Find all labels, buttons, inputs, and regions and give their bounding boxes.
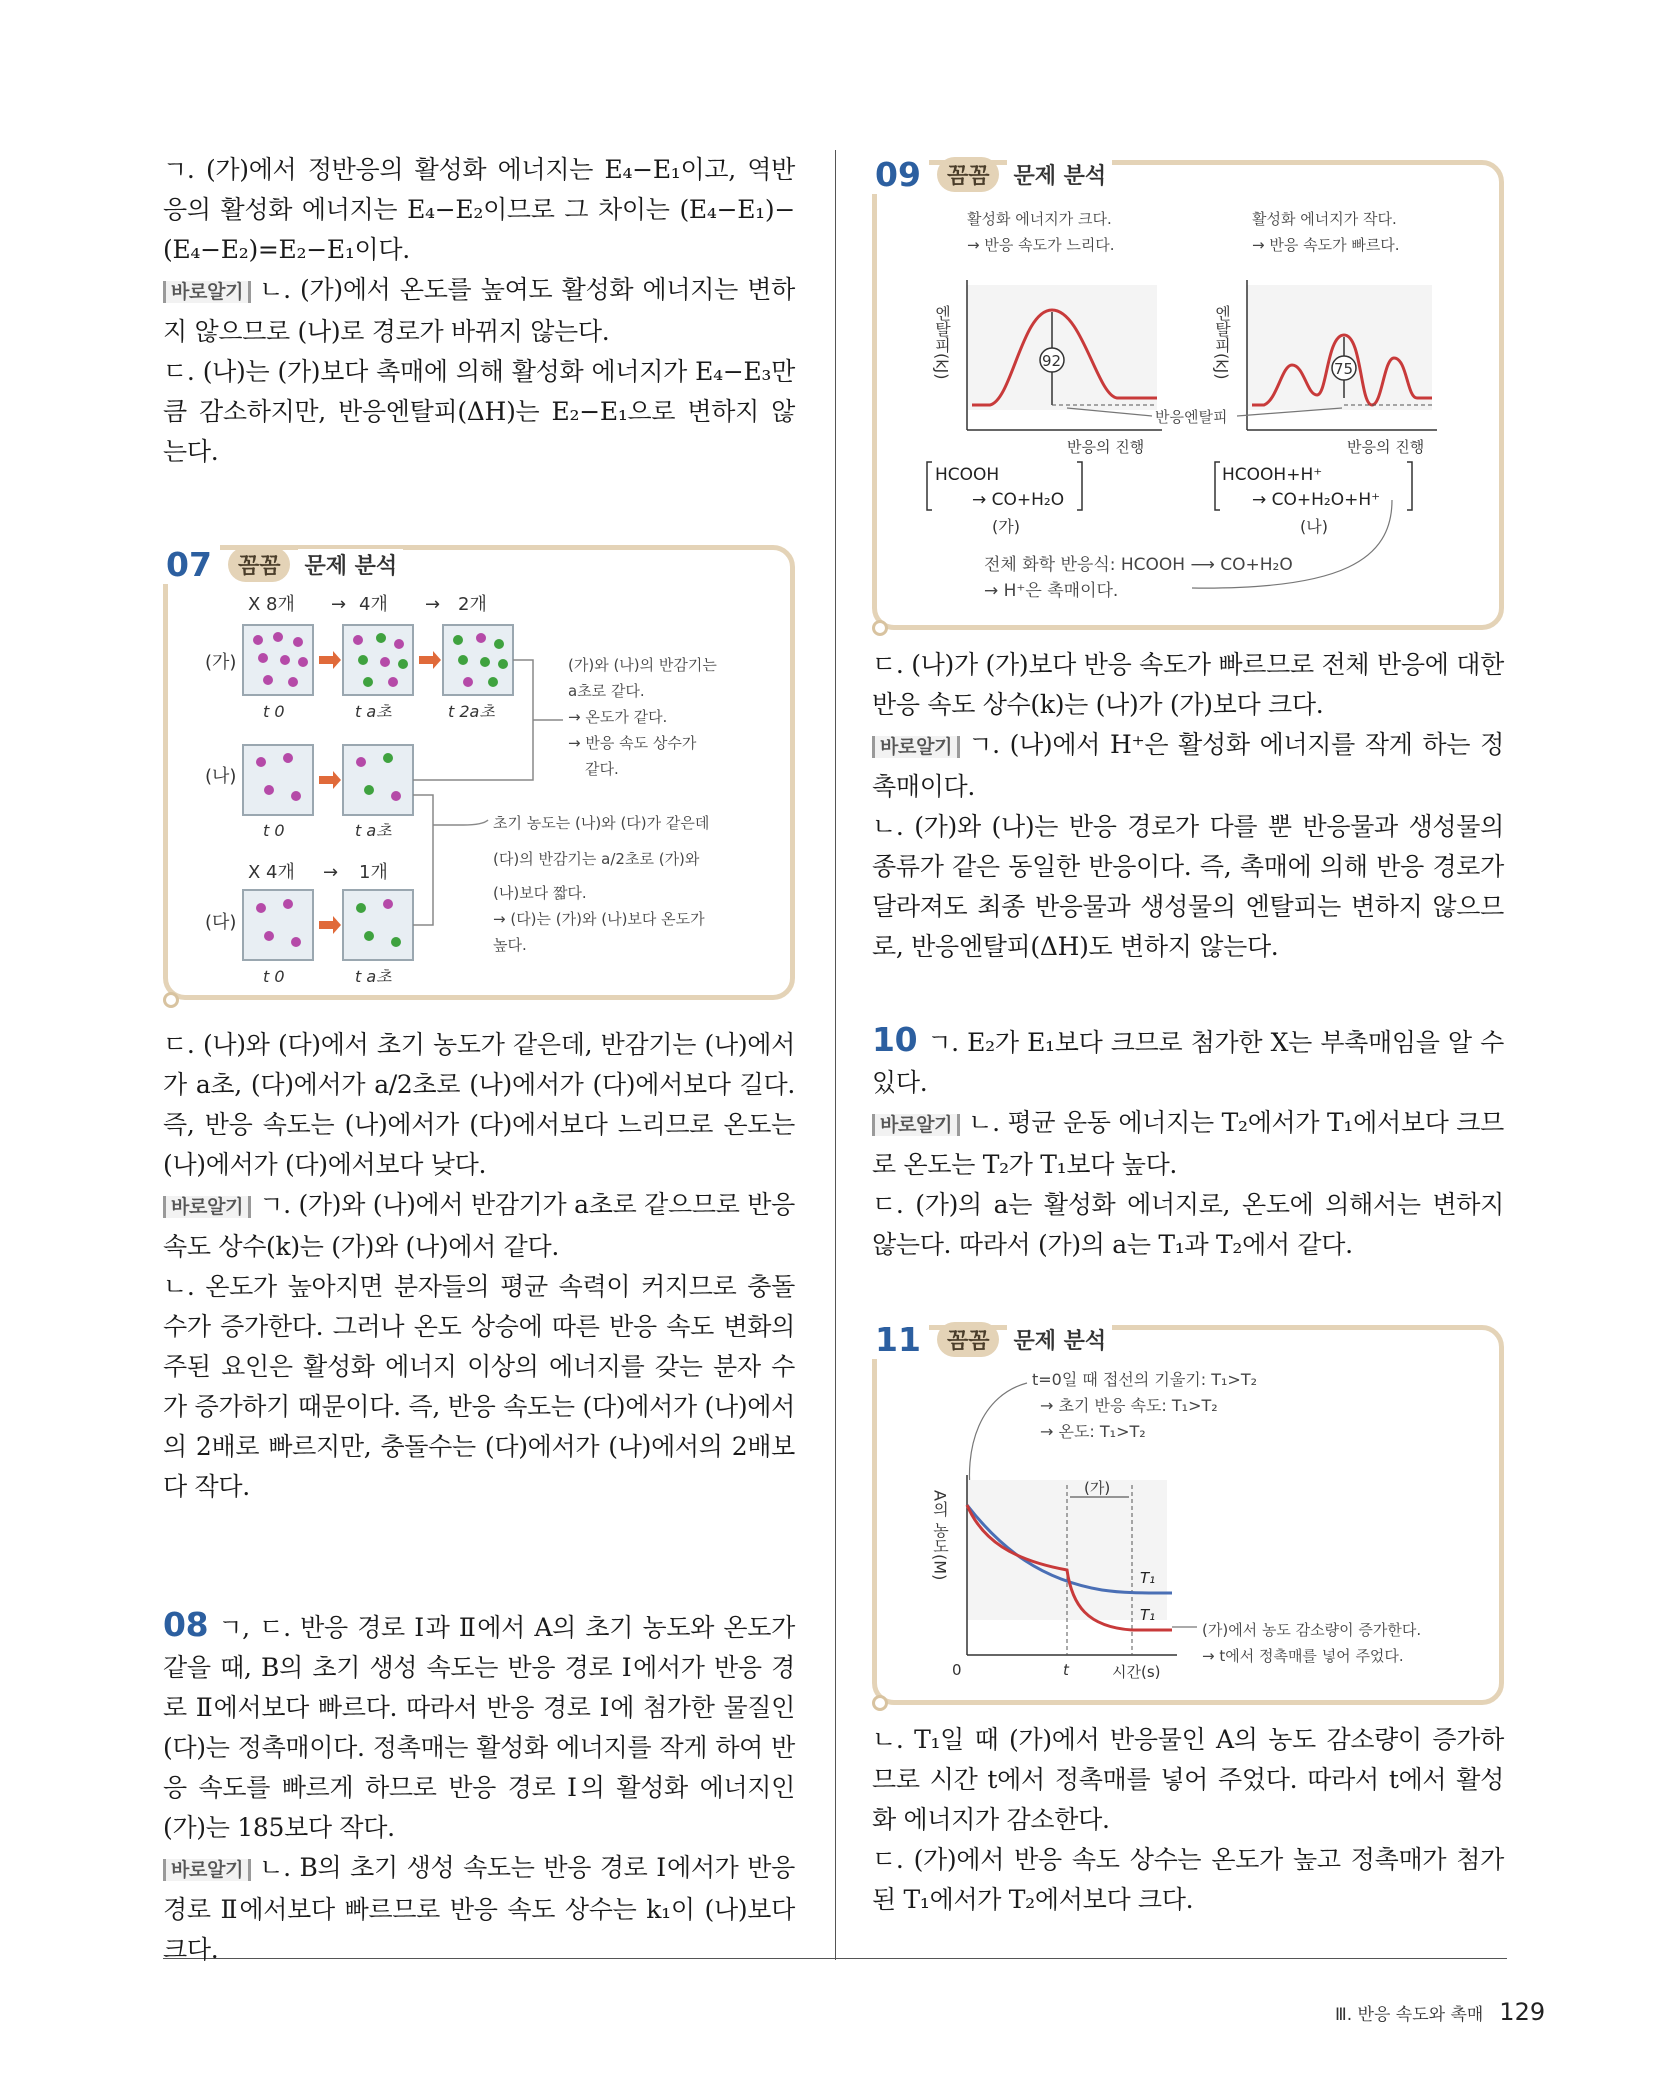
q09-rxn-right-2: → CO+H₂O+H⁺ — [1252, 490, 1381, 510]
q09-title: 문제 분석 — [1007, 159, 1112, 190]
q07-na-box2 — [343, 745, 413, 815]
correction-tag: 바로알기 — [163, 281, 251, 303]
correction-tag: 바로알기 — [163, 1859, 251, 1881]
q11-note-right — [1202, 1621, 1421, 1665]
q07-header — [158, 545, 403, 584]
q09-xlabel-right: 반응의 진행 — [1347, 438, 1425, 456]
q11-box-dot — [872, 1695, 888, 1711]
q10-text — [872, 1020, 1504, 1265]
left-p3: ㄷ. (나)는 (가)보다 촉매에 의해 활성화 에너지가 E₄−E₃만큼 감소하지만, 반응엔탈피(ΔH)는 E₂−E₁으로 변하지 않는다. — [163, 357, 795, 466]
q07-da-arrow — [319, 916, 341, 934]
q09-label-right: (나) — [1300, 517, 1328, 536]
q09-val-right: 75 — [1334, 360, 1354, 378]
q11-origin: 0 — [952, 1661, 962, 1679]
q07-note2 — [493, 814, 709, 954]
q11-t-tick: t — [1063, 1661, 1069, 1679]
q07-na-time2: t a초 — [355, 821, 392, 840]
after09-text — [872, 645, 1504, 967]
q11-xlabel: 시간(s) — [1112, 1663, 1161, 1681]
after07-text — [163, 1025, 795, 1507]
q09-diagram — [872, 200, 1504, 620]
q07-na-arrow — [319, 771, 341, 789]
q07-title: 문제 분석 — [298, 549, 403, 580]
q09-number: 09 — [867, 155, 929, 194]
q11-region: (가) — [1084, 1479, 1111, 1497]
correction-tag: 바로알기 — [872, 1114, 960, 1136]
q09-overall-2: → H⁺은 촉매이다. — [984, 581, 1119, 601]
q11-note-top — [1032, 1370, 1257, 1441]
q07-box-dot — [163, 992, 179, 1008]
q07-da-count2: 1개 — [359, 862, 388, 883]
q07-badge: 꼼꼼 — [228, 547, 291, 582]
q07-ga-time2: t a초 — [355, 702, 392, 721]
q09-rxn-left-2: → CO+H₂O — [972, 490, 1065, 510]
q09-rxn-right-1: HCOOH+H⁺ — [1222, 465, 1323, 485]
q09-graph-left-bg — [967, 285, 1157, 410]
q10-number: 10 — [872, 1020, 918, 1059]
svg-text:(가)와 (나)의 반감기는: (가)와 (나)의 반감기는 — [568, 656, 717, 674]
svg-text:(나)보다 짧다.: (나)보다 짧다. — [493, 884, 587, 902]
svg-text:→ (다)는 (가)와 (나)보다 온도가: → (다)는 (가)와 (나)보다 온도가 — [493, 910, 705, 928]
q07-connector-2 — [413, 795, 488, 925]
q07-number: 07 — [158, 545, 220, 584]
q07-row-ga: (가) — [205, 652, 237, 673]
svg-text:→ 반응 속도가 빠르다.: → 반응 속도가 빠르다. — [1252, 236, 1400, 254]
q09-enthalpy-note: 반응엔탈피 — [1155, 408, 1228, 426]
q07-da-count-arrow: → — [323, 862, 339, 883]
q11-diagram — [872, 1365, 1504, 1695]
svg-text:초기 농도는 (나)와 (다)가 같은데: 초기 농도는 (나)와 (다)가 같은데 — [493, 814, 710, 832]
q07-ga-time3: t 2a초 — [448, 702, 495, 721]
q10-p1: 10 ㄱ. E₂가 E₁보다 크므로 첨가한 X는 부촉매임을 알 수 있다. — [872, 1020, 1504, 1097]
after11-text — [872, 1720, 1504, 1920]
q09-header — [867, 155, 1112, 194]
svg-text:→ 온도: T₁>T₂: → 온도: T₁>T₂ — [1040, 1422, 1146, 1441]
q11-curve-label-2: T₁ — [1140, 1606, 1156, 1624]
left-intro-text — [163, 150, 795, 472]
svg-text:활성화 에너지가 작다.: 활성화 에너지가 작다. — [1252, 210, 1397, 228]
q11-badge: 꼼꼼 — [937, 1322, 1000, 1357]
q07-note1 — [568, 656, 717, 778]
after09-p2: 바로알기 ㄱ. (나)에서 H⁺은 활성화 에너지를 작게 하는 정촉매이다. — [872, 730, 1504, 801]
q09-badge: 꼼꼼 — [937, 157, 1000, 192]
q07-ga-time1: t 0 — [263, 702, 285, 721]
q07-na-time1: t 0 — [263, 821, 285, 840]
left-p2: 바로알기 ㄴ. (가)에서 온도를 높여도 활성화 에너지는 변하지 않으므로 (나)로 경로가 바뀌지 않는다. — [163, 275, 795, 346]
q07-row-na: (나) — [205, 766, 237, 787]
correction-tag: 바로알기 — [163, 1196, 251, 1218]
svg-text:→ t에서 정촉매를 넣어 주었다.: → t에서 정촉매를 넣어 주었다. — [1202, 1647, 1404, 1665]
q07-da-time1: t 0 — [263, 967, 285, 986]
svg-text:→ 반응 속도가 느리다.: → 반응 속도가 느리다. — [967, 236, 1115, 254]
q11-ylabel: A의 농도(M) — [930, 1490, 950, 1581]
q07-da-box2 — [343, 890, 413, 960]
q07-da-count1: X 4개 — [248, 862, 295, 883]
after09-p3: ㄴ. (가)와 (나)는 반응 경로가 다를 뿐 반응물과 생성물의 종류가 같은 동일한 반응이다. 즉, 촉매에 의해 반응 경로가 달라져도 최종 반응물과 생성물의 엔탈피는 변하지 않으므로, 반응엔탈피(ΔH)도 변하지 않는다. — [872, 812, 1504, 961]
q08-text — [163, 1605, 795, 1970]
svg-text:(다)의 반감기는 a/2초로 (가)와: (다)의 반감기는 a/2초로 (가)와 — [493, 850, 700, 868]
q07-na-box1 — [243, 745, 313, 815]
footer-chapter: Ⅲ. 반응 속도와 촉매 — [1335, 2005, 1484, 2025]
q07-row-da: (다) — [205, 912, 237, 933]
svg-text:(가)에서 농도 감소량이 증가한다.: (가)에서 농도 감소량이 증가한다. — [1202, 1621, 1422, 1639]
q07-ga-arrow2 — [419, 651, 441, 669]
q07-count-4: 4개 — [359, 594, 388, 615]
after07-p3: ㄴ. 온도가 높아지면 분자들의 평균 속력이 커지므로 충돌수가 증가한다. 그러나 온도 상승에 따른 반응 속도 변화의 주된 요인은 활성화 에너지 이상의 에너지를 갖는 분자 수가 증가하기 때문이다. 즉, 반응 속도는 (다)에서가 (나)에서의 2배로 빠르지만, 충돌수는 (다)에서가 (나)에서의 2배보다 작다. — [163, 1272, 795, 1501]
q07-da-time2: t a초 — [355, 967, 392, 986]
svg-text:같다.: 같다. — [585, 760, 619, 778]
q09-label-left: (가) — [992, 517, 1020, 536]
q07-count-arrow1: → — [331, 594, 347, 615]
svg-text:a초로 같다.: a초로 같다. — [568, 682, 645, 700]
correction-tag: 바로알기 — [872, 736, 960, 758]
q11-number: 11 — [867, 1320, 929, 1359]
q10-p3: ㄷ. (가)의 a는 활성화 에너지로, 온도에 의해서는 변하지 않는다. 따라서 (가)의 a는 T₁과 T₂에서 같다. — [872, 1190, 1504, 1259]
q09-rxn-left-1: HCOOH — [935, 465, 1000, 485]
q08-number: 08 — [163, 1605, 209, 1644]
q09-ylabel-left: 엔탈피(kJ) — [932, 305, 952, 380]
after07-p1: ㄷ. (나)와 (다)에서 초기 농도가 같은데, 반감기는 (나)에서가 a초, (다)에서가 a/2초로 (나)에서가 (다)에서보다 길다. 즉, 반응 속도는 (나)에서가 (다)에서보다 느리므로 온도는 (나)에서가 (다)에서보다 낮다. — [163, 1030, 795, 1179]
svg-text:활성화 에너지가 크다.: 활성화 에너지가 크다. — [967, 210, 1112, 228]
q07-count-8: X 8개 — [248, 594, 295, 615]
svg-text:높다.: 높다. — [493, 936, 527, 954]
q08-p2: 바로알기 ㄴ. B의 초기 생성 속도는 반응 경로 Ⅰ에서가 반응 경로 Ⅱ에서보다 빠르므로 반응 속도 상수는 k₁이 (나)보다 크다. — [163, 1853, 795, 1964]
svg-text:t=0일 때 접선의 기울기: T₁>T₂: t=0일 때 접선의 기울기: T₁>T₂ — [1032, 1370, 1258, 1389]
q10-p2: 바로알기 ㄴ. 평균 운동 에너지는 T₂에서가 T₁에서보다 크므로 온도는 T₂가 T₁보다 높다. — [872, 1108, 1504, 1179]
q09-note-right — [1252, 210, 1400, 254]
q07-count-arrow2: → — [425, 594, 441, 615]
q09-overall-1: 전체 화학 반응식: HCOOH ⟶ CO+H₂O — [984, 555, 1293, 575]
q07-da-box1 — [243, 890, 313, 960]
q07-diagram — [163, 590, 795, 990]
q08-p1: 08 ㄱ, ㄷ. 반응 경로 Ⅰ과 Ⅱ에서 A의 초기 농도와 온도가 같을 때, B의 초기 생성 속도는 반응 경로 Ⅰ에서가 반응 경로 Ⅱ에서보다 빠르다. 따라서 반응 경로 Ⅰ에 첨가한 물질인 (다)는 정촉매이다. 정촉매는 활성화 에너지를 작게 하여 반응 속도를 빠르게 하므로 반응 경로 Ⅰ의 활성화 에너지인 (가)는 185보다 작다. — [163, 1605, 795, 1842]
q11-header — [867, 1320, 1112, 1359]
after11-p2: ㄷ. (가)에서 반응 속도 상수는 온도가 높고 정촉매가 첨가된 T₁에서가 T₂에서보다 크다. — [872, 1845, 1504, 1914]
svg-text:→ 초기 반응 속도: T₁>T₂: → 초기 반응 속도: T₁>T₂ — [1040, 1396, 1218, 1415]
left-p1: ㄱ. (가)에서 정반응의 활성화 에너지는 E₄−E₁이고, 역반응의 활성화 에너지는 E₄−E₂이므로 그 차이는 (E₄−E₁)−(E₄−E₂)=E₂−E₁이다. — [163, 155, 795, 264]
after11-p1: ㄴ. T₁일 때 (가)에서 반응물인 A의 농도 감소량이 증가하므로 시간 t에서 정촉매를 넣어 주었다. 따라서 t에서 활성화 에너지가 감소한다. — [872, 1725, 1504, 1834]
q09-note-left — [967, 210, 1115, 254]
q11-curve-label-1: T₁ — [1140, 1569, 1156, 1587]
q09-box-dot — [872, 620, 888, 636]
q07-ga-arrow1 — [319, 651, 341, 669]
q11-title: 문제 분석 — [1007, 1324, 1112, 1355]
page-footer — [1335, 1998, 1545, 2026]
svg-text:→ 반응 속도 상수가: → 반응 속도 상수가 — [568, 734, 697, 752]
svg-text:→ 온도가 같다.: → 온도가 같다. — [568, 708, 668, 726]
after07-p2: 바로알기 ㄱ. (가)와 (나)에서 반감기가 a초로 같으므로 반응 속도 상수(k)는 (가)와 (나)에서 같다. — [163, 1190, 795, 1261]
q07-count-2: 2개 — [458, 594, 487, 615]
column-divider — [835, 150, 836, 1960]
after09-p1: ㄷ. (나)가 (가)보다 반응 속도가 빠르므로 전체 반응에 대한 반응 속도 상수(k)는 (나)가 (가)보다 크다. — [872, 650, 1504, 719]
q09-ylabel-right: 엔탈피(kJ) — [1212, 305, 1232, 380]
q09-xlabel-left: 반응의 진행 — [1067, 438, 1145, 456]
page-number: 129 — [1499, 1998, 1546, 2026]
q09-val-left: 92 — [1042, 352, 1062, 370]
